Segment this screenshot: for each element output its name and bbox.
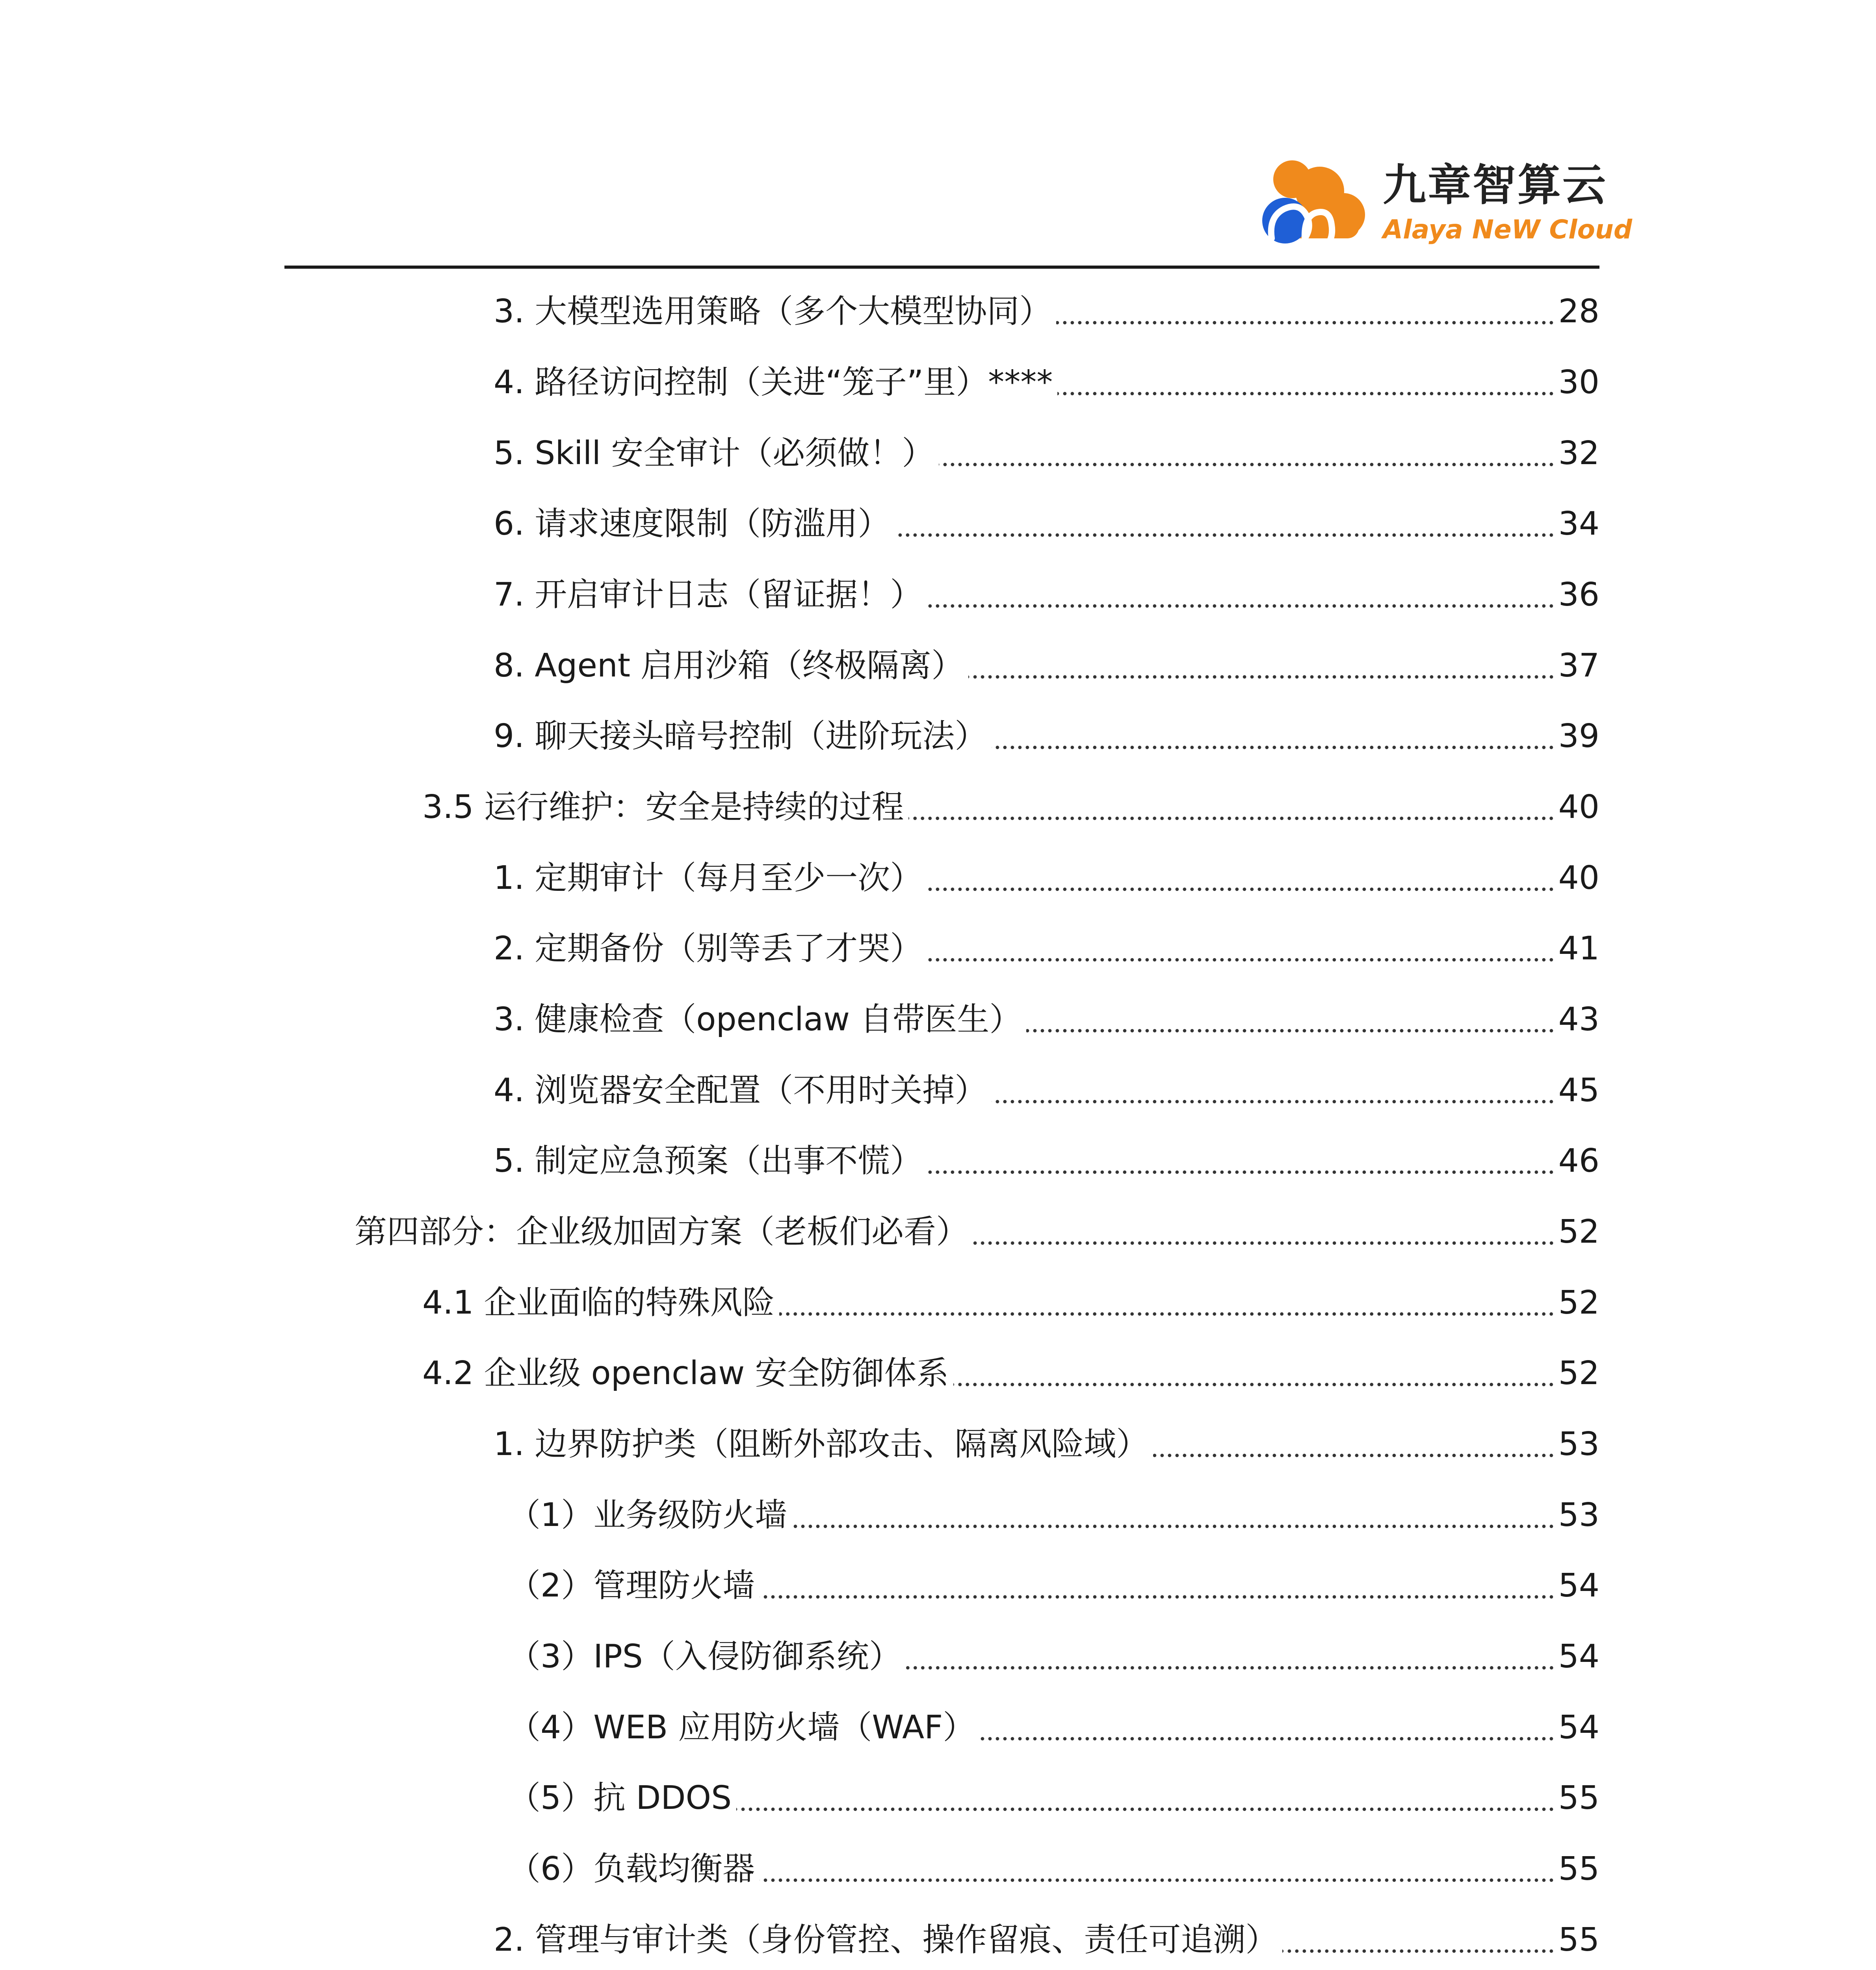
toc-entry-page: 39 bbox=[1558, 717, 1599, 755]
toc-entry[interactable] bbox=[494, 1416, 1599, 1463]
toc-entry-title: 4. 路径访问控制（关进“笼子”里）**** bbox=[494, 364, 1053, 401]
toc-entry-title: 9. 聊天接头暗号控制（进阶玩法） bbox=[494, 717, 987, 755]
logo-english-name: Alaya NeW Cloud bbox=[1383, 214, 1633, 245]
toc-entry-title: 4. 浏览器安全配置（不用时关掉） bbox=[494, 1072, 987, 1109]
toc-dot-leader bbox=[1056, 320, 1555, 325]
toc-entry-page: 30 bbox=[1558, 364, 1599, 401]
toc-entry[interactable] bbox=[494, 1911, 1599, 1959]
toc-entry-title: （2）管理防火墙 bbox=[508, 1567, 755, 1604]
toc-entry-title: 4.1 企业面临的特殊风险 bbox=[422, 1284, 775, 1321]
toc-entry-page: 45 bbox=[1558, 1072, 1599, 1109]
toc-entry[interactable] bbox=[494, 425, 1599, 472]
toc-entry-title: 7. 开启审计日志（留证据！） bbox=[494, 576, 923, 613]
toc-entry-title: （4）WEB 应用防火墙（WAF） bbox=[508, 1709, 975, 1746]
toc-dot-leader bbox=[760, 1594, 1555, 1600]
toc-entry-page: 40 bbox=[1558, 788, 1599, 826]
toc-entry-page: 52 bbox=[1558, 1355, 1599, 1392]
toc-entry-page: 32 bbox=[1558, 435, 1599, 472]
toc-entry-page: 54 bbox=[1558, 1567, 1599, 1604]
toc-entry[interactable] bbox=[508, 1840, 1599, 1888]
toc-entry-title: （1）业务级防火墙 bbox=[508, 1496, 788, 1534]
toc-entry-page: 53 bbox=[1558, 1496, 1599, 1534]
toc-entry-page: 34 bbox=[1558, 505, 1599, 543]
toc-entry-page: 36 bbox=[1558, 576, 1599, 613]
toc-entry-page: 53 bbox=[1558, 1425, 1599, 1463]
toc-entry[interactable] bbox=[494, 1062, 1599, 1109]
toc-entry-title: 5. Skill 安全审计（必须做！） bbox=[494, 435, 934, 472]
toc-entry[interactable] bbox=[508, 1487, 1599, 1534]
toc-dot-leader bbox=[927, 1169, 1555, 1175]
toc-dot-leader bbox=[760, 1877, 1555, 1883]
toc-entry[interactable] bbox=[508, 1769, 1599, 1817]
toc-dot-leader bbox=[1026, 1028, 1555, 1033]
toc-entry[interactable] bbox=[355, 1203, 1599, 1251]
toc-entry[interactable] bbox=[494, 637, 1599, 684]
toc-entry[interactable] bbox=[422, 1345, 1599, 1392]
toc-entry-title: 1. 定期审计（每月至少一次） bbox=[494, 859, 923, 897]
toc-entry[interactable] bbox=[508, 1557, 1599, 1604]
toc-entry-title: （3）IPS（入侵防御系统） bbox=[508, 1638, 901, 1675]
toc-entry-title: 5. 制定应急预案（出事不慌） bbox=[494, 1142, 923, 1180]
toc-entry[interactable] bbox=[494, 1132, 1599, 1180]
toc-entry-title: 8. Agent 启用沙箱（终极隔离） bbox=[494, 647, 964, 684]
toc-entry-page: 28 bbox=[1558, 293, 1599, 330]
toc-entry[interactable] bbox=[494, 991, 1599, 1038]
toc-entry[interactable] bbox=[494, 849, 1599, 897]
toc-entry[interactable] bbox=[508, 1699, 1599, 1746]
toc-dot-leader bbox=[779, 1311, 1555, 1317]
toc-entry-page: 55 bbox=[1558, 1850, 1599, 1888]
toc-dot-leader bbox=[953, 1382, 1555, 1387]
toc-entry-page: 46 bbox=[1558, 1142, 1599, 1180]
toc-dot-leader bbox=[927, 603, 1555, 609]
brand-logo bbox=[1261, 158, 1633, 252]
toc-entry[interactable] bbox=[494, 495, 1599, 543]
toc-entry-page: 55 bbox=[1558, 1779, 1599, 1817]
toc-entry[interactable] bbox=[494, 566, 1599, 613]
toc-dot-leader bbox=[792, 1524, 1555, 1529]
logo-chinese-name: 九章智算云 bbox=[1383, 160, 1607, 210]
toc-entry-page: 55 bbox=[1558, 1921, 1599, 1959]
toc-entry[interactable] bbox=[494, 920, 1599, 967]
toc-entry[interactable] bbox=[422, 779, 1599, 826]
header-divider bbox=[284, 266, 1599, 269]
cloud-logo-icon bbox=[1261, 158, 1367, 252]
toc-entry-title: 1. 边界防护类（阻断外部攻击、隔离风险域） bbox=[494, 1425, 1149, 1463]
toc-dot-leader bbox=[895, 532, 1555, 538]
toc-dot-leader bbox=[906, 1665, 1555, 1671]
toc-entry-page: 54 bbox=[1558, 1709, 1599, 1746]
toc-entry-page: 37 bbox=[1558, 647, 1599, 684]
toc-dot-leader bbox=[736, 1806, 1555, 1812]
toc-entry-page: 54 bbox=[1558, 1638, 1599, 1675]
toc-entry[interactable] bbox=[494, 283, 1599, 330]
toc-entry[interactable] bbox=[508, 1628, 1599, 1675]
toc-entry-title: 3.5 运行维护：安全是持续的过程 bbox=[422, 788, 904, 826]
toc-entry-title: 3. 大模型选用策略（多个大模型协同） bbox=[494, 293, 1052, 330]
toc-entry[interactable] bbox=[494, 354, 1599, 401]
toc-entry-title: 2. 定期备份（别等丢了才哭） bbox=[494, 930, 923, 967]
toc-entry-page: 43 bbox=[1558, 1001, 1599, 1038]
toc-dot-leader bbox=[939, 462, 1555, 467]
toc-entry-title: 4.2 企业级 openclaw 安全防御体系 bbox=[422, 1355, 949, 1392]
toc-dot-leader bbox=[1057, 391, 1555, 396]
toc-entry-title: （6）负载均衡器 bbox=[508, 1850, 755, 1888]
toc-entry-title: 第四部分：企业级加固方案（老板们必看） bbox=[355, 1213, 969, 1251]
toc-dot-leader bbox=[1282, 1948, 1555, 1954]
toc-entry-title: 6. 请求速度限制（防滥用） bbox=[494, 505, 890, 543]
toc-entry-title: （5）抗 DDOS bbox=[508, 1779, 732, 1817]
toc-dot-leader bbox=[980, 1736, 1555, 1741]
toc-dot-leader bbox=[968, 674, 1555, 680]
toc-entry-page: 52 bbox=[1558, 1213, 1599, 1251]
toc-entry[interactable] bbox=[422, 1274, 1599, 1321]
toc-entry[interactable] bbox=[494, 708, 1599, 755]
toc-entry-page: 41 bbox=[1558, 930, 1599, 967]
toc-dot-leader bbox=[992, 745, 1555, 750]
toc-entry-title: 2. 管理与审计类（身份管控、操作留痕、责任可追溯） bbox=[494, 1921, 1278, 1959]
toc-dot-leader bbox=[992, 1099, 1555, 1104]
toc-dot-leader bbox=[927, 886, 1555, 892]
toc-dot-leader bbox=[927, 957, 1555, 963]
toc-dot-leader bbox=[1153, 1453, 1555, 1458]
toc-entry-page: 52 bbox=[1558, 1284, 1599, 1321]
toc-entry-page: 40 bbox=[1558, 859, 1599, 897]
toc-dot-leader bbox=[973, 1240, 1555, 1246]
toc-entry-title: 3. 健康检查（openclaw 自带医生） bbox=[494, 1001, 1022, 1038]
toc-dot-leader bbox=[908, 816, 1555, 821]
